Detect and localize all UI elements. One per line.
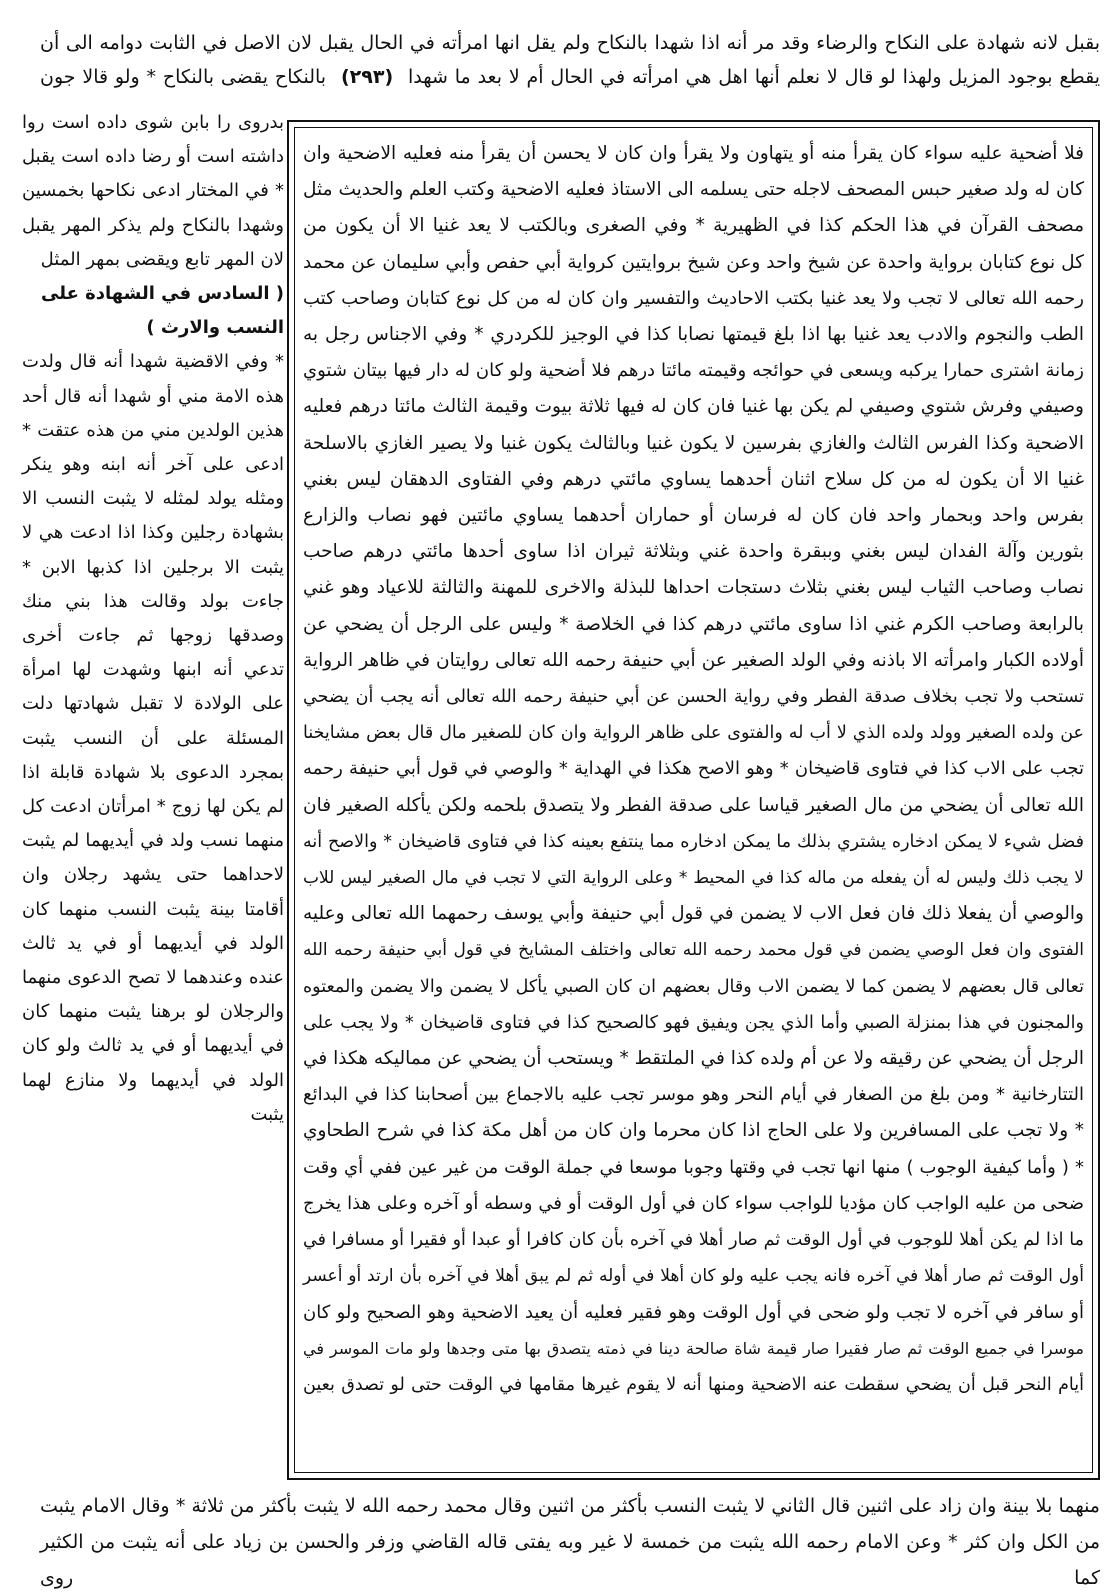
main-text-line: * ولا تجب على المسافرين ولا على الحاج اذا كان محرما وان كان من أهل مكة كذا في شرح الطحاوي (303, 1120, 1084, 1142)
main-text-line: تستحب ولا تجب بخلاف صدقة الفطر وفي رواية الحسن عن أبي حنيفة رحمه الله تعالى أنه يجب أن يضحي (303, 687, 1084, 708)
bottom-margin-text (40, 1488, 1100, 1589)
main-text-line: وصيفي وفرش شتوي وصيفي لم يكن بها غنيا فان كان له فيها ثلاثة بيوت وقيمة الثالث مائتا درهم فعليه (303, 396, 1084, 418)
side-margin-paragraph-1: بدروى را بابن شوى داده است روا داشته است أو رضا داده است يقبل * في المختار ادعى نكاحها بخمسين وشهدا بالنكاح ولم يذكر المهر يقبل لان المهر تابع ويقضى بمهر المثل (22, 112, 284, 270)
main-text-line: الله تعالى أن يضحي من مال الصغير قياسا على صدقة الفطر ولا يتصدق بلحمه ولكن يأكله الصغير فان (303, 794, 1084, 816)
bottom-margin-line-1: منهما بلا بينة وان زاد على اثنين قال الثاني لا يثبت النسب بأكثر من اثنين وقال محمد رحمه الله لا يثبت بأكثر من ثلاثة * وقال الامام يثبت (40, 1495, 1100, 1517)
main-text-line: رحمه الله تعالى لا تجب ولا يعد غنيا بكتب الاحاديث والتفسير وان كان له من كل نوع كتابان وصاحب كتب (303, 287, 1084, 309)
main-text-frame (287, 120, 1100, 1480)
main-text-line: أو سافر في آخره لا تجب ولو ضحى في أول الوقت وهو فقير فعليه أن يعيد الاضحية وهو الصحيح ولو كان (303, 1301, 1084, 1323)
top-margin-after-number: بالنكاح يقضى بالنكاح * ولو قالا جون (40, 66, 327, 88)
main-text-line: تعالى قال بعضهم لا يضمن كما لا يضمن الاب وقال بعضهم ان كان الصبي يأكل لا يضمن والا يضمن والمعتوه (303, 976, 1084, 997)
page-number: (٢٩٣) (340, 66, 394, 88)
top-margin-before-number: بقبل لانه شهادة على النكاح والرضاء وقد مر أنه اذا شهدا بالنكاح ولم يقل انها امرأته في الحال يقبل لان الاصل في الثابت دوامه الى أن يقطع بوجود المزيل ولهذا لو قال لا نعلم أنها اهل هي امرأته في الحال أم لا بعد ما شهدا (40, 32, 1101, 88)
main-text-line: لا يجب ذلك وليس له أن يفعله من ماله كذا في المحيط * وعلى الرواية التي لا تجب في مال الصغير ليس للاب (303, 868, 1084, 889)
main-text-line: أولاده الكبار وامرأته الا باذنه وفي الولد الصغير عن أبي حنيفة رحمه الله تعالى روايتان في ظاهر الرواية (303, 649, 1084, 671)
main-text-line: والمجنون في هذا بمنزلة الصبي وأما الذي يجن ويفيق فهو كالصحيح كذا في فتاوى قاضيخان * ولا يجب على (303, 1012, 1084, 1033)
main-text-line: أيام النحر قبل أن يضحي سقطت عنه الاضحية ومنها أنه لا يقوم غيرها مقامها في الوقت حتى لو تصدق بعين (303, 1374, 1084, 1395)
main-text-line: * ( وأما كيفية الوجوب ) منها انها تجب في وقتها وجوبا موسعا في جملة الوقت من غير عين ففي أي وقت (303, 1156, 1084, 1178)
main-text-line: بفرس واحد وبحمار واحد فان كان له فرسان أو حماران أحدهما يساوي مائتين فهو نصاب والزارع (303, 505, 1084, 527)
main-text-line: بالرابعة وصاحب الكرم غني اذا ساوى مائتي درهم كذا في الخلاصة * وليس على الرجل أن يضحي عن (303, 613, 1084, 635)
main-text-line: مصحف القرآن في هذا الحكم كذا في الظهيرية * وفي الصغرى وبالكتب لا يعد غنيا الا أن يكون من (303, 215, 1084, 237)
main-text-line: عن ولده الصغير وولد ولده الذي لا أب له والفتوى على ظاهر الرواية وان كان للصغير مال قال بعض مشايخنا (303, 723, 1084, 744)
main-text-line: موسرا في جميع الوقت ثم صار فقيرا صار قيمة شاة صالحة دينا في ذمته يتصدق بها متى وجدها ولو مات الموسر في (303, 1338, 1084, 1358)
main-text-line: الفتوى وان فعل الوصي يضمن في قول محمد رحمه الله تعالى واختلف المشايخ في قول أبي حنيفة رحمه الله (303, 940, 1084, 961)
main-text-line: فضل شيء لا يمكن ادخاره يشتري بذلك ما يمكن ادخاره مما ينتفع بعينه كذا في فتاوى قاضيخان * والاصح أنه (303, 831, 1084, 852)
main-text-line: ضحى من عليه الواجب كان مؤديا للواجب سواء كان في أول الوقت أو في وسطه أو آخره وعلى هذا يخرج (303, 1192, 1084, 1214)
side-margin-paragraph-2: * وفي الاقضية شهدا أنه قال ولدت هذه الامة مني أو شهدا أنه قال أحد هذين الولدين مني من هذه عتقت * ادعى على آخر أنه ابنه وهو ينكر ومثله يولد لمثله لا يثبت النسب الا بشهادة رجلين وكذا اذا ادعت هي لا يثبت الا برجلين اذا كذبها الابن * جاءت بولد وقالت هذا بني منك وصدقها زوجها ثم جاءت أخرى تدعي أنه ابنها وشهدت لها امرأة على الولادة لا تقبل شهادتها دلت المسئلة على أن النسب يثبت بمجرد الدعوى بلا شهادة قابلة اذا لم يكن لها زوج * امرأتان ادعت كل منهما نسب ولد في أيديهما لم يثبت لاحداهما حتى يشهد رجلان وان أقامتا بينة يثبت النسب منهما كان الولد في أيديهما أو في يد ثالث عنده وعندهما لا تصح الدعوى منهما والرجلان لو برهنا يثبت منهما كان في أيديهما أو في يد ثالث ولو كان الولد في أيديهما ولا منازع لهما يثبت (22, 351, 284, 1125)
main-text-line: غنيا الا أن يكون له من كل سلاح اثنان أحدهما يساوي مائتي درهم وفي الفتاوى الدهقان ليس بغني (303, 468, 1084, 490)
main-text-line: نصاب وصاحب الثياب ليس بغني بثلاث دستجات احداها للبذلة والاخرى للمهنة والثالثة للاعياد وهو غني (303, 577, 1084, 599)
main-text-line: الاضحية وكذا الفرس الثالث والغازي بفرسين لا يكون غنيا وبالثالث يكون غنيا ولا يصير الغازي بالاسلحة (303, 432, 1084, 454)
main-text-line: كل نوع كتابان برواية واحدة عن شيخ واحد وعن شيخ بروايتين كرواية أبي حفص وأبي سليمان عن محمد (303, 251, 1084, 273)
main-text-line: والوصي أن يفعلا ذلك فان فعل الاب لا يضمن في قول أبي حنيفة وأبي يوسف رحمهما الله تعالى وعليه (303, 903, 1084, 925)
main-text-line: التتارخانية * ومن بلغ من الصغار في أيام النحر وهو موسر تجب عليه بالاجماع بين أصحابنا كذا في البدائع (303, 1084, 1084, 1106)
bottom-margin-line-2: من الكل وان كثر * وعن الامام رحمه الله يثبت من خمسة لا غير وبه يفتى قاله القاضي وزفر والحسن بن زياد على أنه يثبت من الكثير كما روى (40, 1531, 1100, 1589)
main-text-line: ما اذا لم يكن أهلا للوجوب في أول الوقت ثم صار أهلا في آخره بأن كان كافرا أو عبدا أو فقيرا أو مسافرا في (303, 1230, 1084, 1251)
main-text-line: الرجل أن يضحي عن رقيقه ولا عن أم ولده كذا في الملتقط * ويستحب أن يضحي عن مماليكه هكذا في (302, 1048, 1084, 1070)
main-text-line: أول الوقت ثم صار أهلا في آخره فانه يجب عليه ولو كان أهلا في أوله ثم لم يبق أهلا في آخره بأن ارتد أو أعسر (303, 1266, 1084, 1287)
main-text-line: تجب على الاب كذا في فتاوى قاضيخان * وهو الاصح هكذا في الهداية * والوصي في قول أبي حنيفة رحمه (303, 758, 1084, 780)
side-margin-section-title: ( السادس في الشهادة على النسب والارث ) (41, 283, 284, 339)
main-text-line: فلا أضحية عليه سواء كان يقرأ منه أو يتهاون ولا يقرأ وان كان لا يحسن أن يقرأ منه فعليه الاضحية وان (303, 143, 1084, 164)
main-text-line: كان له ولد صغير حبس المصحف لاجله حتى يسلمه الى الاستاذ فعليه الاضحية وكتب العلم والحديث مثل (303, 179, 1084, 201)
main-text-line: بثورين وآلة الفدان ليس بغني وببقرة واحدة غني وبثلاثة ثيران اذا ساوى أحدها مائتي درهم صاحب (303, 541, 1084, 563)
top-margin-text (40, 26, 1100, 106)
side-margin-commentary (22, 106, 284, 1478)
main-text-body (303, 136, 1084, 1464)
main-text-line: زمانة اشترى حمارا يركبه ويسعى في حوائجه وقيمته مائتا درهم فلا أضحية ولو كان له دار فيها بيتان شتوي (303, 360, 1084, 382)
main-text-line: الطب والنجوم والادب يعد غنيا بها اذا بلغ قيمتها نصابا كذا في الوجيز للكردري * وفي الاجناس رجل به (303, 324, 1084, 346)
